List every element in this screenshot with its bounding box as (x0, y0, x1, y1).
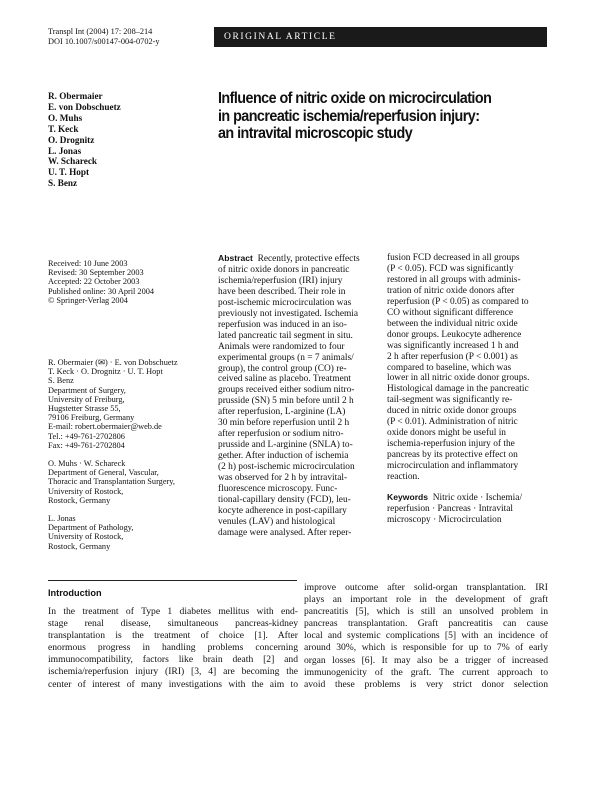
journal-citation (48, 27, 160, 47)
abstract-line: of nitric oxide donors in pancreatic (218, 264, 350, 275)
doi-line: DOI 10.1007/s00147-004-0702-y (48, 37, 160, 46)
abstract-line: 30 min before reperfusion until 2 h (218, 418, 350, 429)
title-line: Influence of nitric oxide on microcirculation (218, 90, 492, 107)
abstract-line: reaction. (387, 472, 420, 483)
affil-line: L. Jonas (48, 514, 76, 524)
abstract-line: damage were analysed. After reper- (218, 527, 352, 538)
abstract-line: lower in all nitric oxide donor groups. (387, 373, 530, 384)
abstract-line: restored in all groups with adminis- (387, 274, 521, 285)
affil-line: Rostock, Germany (48, 495, 111, 505)
author: U. T. Hopt (48, 167, 90, 178)
affil-line: University of Rostock, (48, 486, 124, 496)
abstract-line: reperfusion (P < 0.05) as compared to (387, 296, 529, 307)
abstract-line: ischemia-reperfusion injury of the (387, 439, 515, 450)
affil-line: S. Benz (48, 376, 74, 386)
journal-volume-line: Transpl Int (2004) 17: 208–214 (48, 27, 153, 36)
fax-line: Fax: +49-761-2702804 (48, 440, 125, 450)
body-line: pancreas transplantation. Graft pancreatitis can cause (304, 618, 548, 630)
abstract-line: tional-capillary density (FCD), leu- (218, 494, 351, 505)
affil-line: 79106 Freiburg, Germany (48, 413, 135, 423)
body-line: transplantation is the treatment of choice [1]. After (48, 630, 298, 642)
body-line: immunocompatibility, factors like brain death [2] and (48, 654, 298, 666)
abstract-line: compared to baseline, which was (387, 362, 512, 373)
abstract-column-2 (387, 253, 545, 526)
affil-line: University of Freiburg, (48, 394, 125, 404)
abstract-heading: Abstract (218, 253, 253, 263)
abstract-line: (P < 0.05). FCD was significantly (387, 263, 514, 274)
abstract-line: group), the control group (CO) re- (218, 363, 347, 374)
author: L. Jonas (48, 145, 82, 156)
abstract-line: (P < 0.01). Administration of nitric (387, 417, 518, 428)
section-banner: ORIGINAL ARTICLE (214, 27, 547, 47)
body-line: pancreatitis [5], which is still an unsolved problem in (304, 606, 548, 618)
body-line: immunogenicity of the graft. The current approach to (304, 666, 548, 678)
abstract-line: venules (LAV) and histological (218, 516, 336, 527)
email-line[interactable]: E-mail: robert.obermaier@web.de (48, 422, 162, 432)
date-line: Received: 10 June 2003 (48, 259, 128, 268)
abstract-line: CO without significant difference (387, 307, 514, 318)
author: O. Muhs (48, 112, 83, 123)
abstract-line: duced in nitric oxide donor groups (387, 406, 517, 417)
abstract-line: prusside (SN) 5 min before until 2 h (218, 396, 354, 407)
abstract-line: was significantly increased 1 h and (387, 340, 519, 351)
abstract-line: ceived saline as placebo. Treatment (218, 374, 352, 385)
author: R. Obermaier (48, 91, 103, 101)
abstract-line: after reperfusion or sodium nitro- (218, 429, 344, 440)
affil-line: R. Obermaier (✉) · E. von Dobschuetz (48, 358, 178, 367)
abstract-line: groups received either sodium nitro- (218, 385, 355, 396)
abstract-line: have been described. Their role in (218, 286, 346, 297)
affiliations (48, 358, 178, 551)
article-title (218, 90, 526, 143)
abstract-line: experimental groups (n = 7 animals/ (218, 352, 354, 363)
affil-line: Rostock, Germany (48, 541, 111, 551)
body-line: plays an important role in the development of graft (304, 594, 548, 606)
author: T. Keck (48, 123, 79, 134)
abstract-line: fusion FCD decreased in all groups (387, 253, 520, 263)
abstract-line: 2 h after reperfusion (P < 0.001) as (387, 351, 518, 362)
phone-line: Tel.: +49-761-2702806 (48, 431, 125, 441)
body-line: avoid these problems is very strict donor selection (304, 678, 548, 690)
body-line: enormous progress in handling problems concerning (48, 642, 298, 654)
author: O. Drognitz (48, 134, 95, 145)
abstract-line: tail-segment was significantly re- (387, 395, 513, 406)
keywords-block (387, 492, 545, 526)
abstract-line: Histological damage in the pancreatic (387, 384, 529, 395)
affil-line: Thoracic and Transplantation Surgery, (48, 477, 175, 487)
abstract-line: Animals were randomized to four (218, 341, 345, 352)
body-line: local and systemic complications [5] with an incidence of (304, 630, 548, 642)
abstract-line: gether. After induction of ischemia (218, 451, 349, 462)
abstract-line: post-ischemic microcirculation was (218, 297, 352, 308)
abstract-line: donor groups. Leukocyte adherence (387, 329, 522, 340)
abstract-line: microcirculation and inflammatory (387, 461, 519, 472)
affil-line: Department of Pathology, (48, 523, 134, 533)
abstract-line: Recently, protective effects (257, 254, 360, 264)
abstract-line: reperfusion was induced in an iso- (218, 319, 347, 330)
abstract-line: previously not investigated. Ischemia (218, 308, 359, 319)
abstract-line: fluorescence microscopy. Func- (218, 484, 338, 495)
title-line: an intravital microscopic study (218, 125, 413, 142)
affil-line: O. Muhs · W. Schareck (48, 459, 126, 469)
affil-line: Department of General, Vascular, (48, 468, 159, 478)
introduction-column-1 (48, 606, 298, 691)
body-line: improve outcome after solid-organ transplantation. IRI (304, 582, 548, 593)
abstract-line: (2 h) post-ischemic microcirculation (218, 462, 355, 473)
abstract-line: after reperfusion, L-arginine (LA) (218, 407, 346, 418)
title-line: in pancreatic ischemia/reperfusion injury: (218, 107, 480, 125)
copyright-line: © Springer-Verlag 2004 (48, 295, 128, 305)
author: E. von Dobschuetz (48, 101, 121, 112)
introduction-column-2 (304, 582, 548, 691)
abstract-line: kocyte adherence in post-capillary (218, 505, 347, 516)
date-line: Published online: 30 April 2004 (48, 286, 155, 296)
author: S. Benz (48, 178, 78, 189)
affil-line: University of Rostock, (48, 532, 124, 542)
date-line: Revised: 30 September 2003 (48, 268, 144, 278)
body-line: stage renal disease, simultaneous pancreas-kidney (48, 618, 298, 630)
affil-line: Department of Surgery, (48, 385, 126, 395)
author-list (48, 91, 121, 189)
abstract-line: oxide donors might be useful in (387, 428, 506, 439)
introduction-heading: Introduction (48, 588, 102, 598)
keyword-line: microscopy · Microcirculation (387, 514, 502, 525)
keyword-line: reperfusion · Pancreas · Intravital (387, 503, 513, 514)
abstract-column-1 (218, 253, 376, 539)
publication-dates (48, 259, 154, 305)
body-line: ischemia/reperfusion injury (IRI) [3, 4] are becoming the (48, 666, 298, 678)
body-line: organ losses [6]. It may also be a trigger of increased (304, 654, 548, 666)
date-line: Accepted: 22 October 2003 (48, 277, 140, 287)
body-line: center of interest of many investigations with the aim to (48, 678, 298, 690)
author: W. Schareck (48, 156, 98, 167)
keyword-line: Nitric oxide · Ischemia/ (432, 493, 523, 504)
affil-line: Hugstetter Strasse 55, (48, 404, 121, 414)
abstract-line: ischemia/reperfusion (IRI) injury (218, 275, 343, 286)
abstract-line: pancreas by its protective effect on (387, 450, 518, 461)
abstract-line: between the individual nitric oxide (387, 318, 518, 329)
body-line: In the treatment of Type 1 diabetes mellitus with end- (48, 606, 298, 617)
abstract-line: was observed for 2 h by intravital- (218, 473, 348, 484)
abstract-line: prusside and L-arginine (SNLA) to- (218, 440, 353, 451)
abstract-line: lated pancreatic tail segment in situ. (218, 330, 353, 341)
abstract-line: tration of nitric oxide donors after (387, 285, 515, 296)
section-divider (48, 580, 297, 581)
affil-line: T. Keck · O. Drognitz · U. T. Hopt (48, 367, 163, 377)
keywords-heading: Keywords (387, 492, 429, 503)
body-line: around 30%, which is responsible for up to 7% of early (304, 642, 548, 654)
